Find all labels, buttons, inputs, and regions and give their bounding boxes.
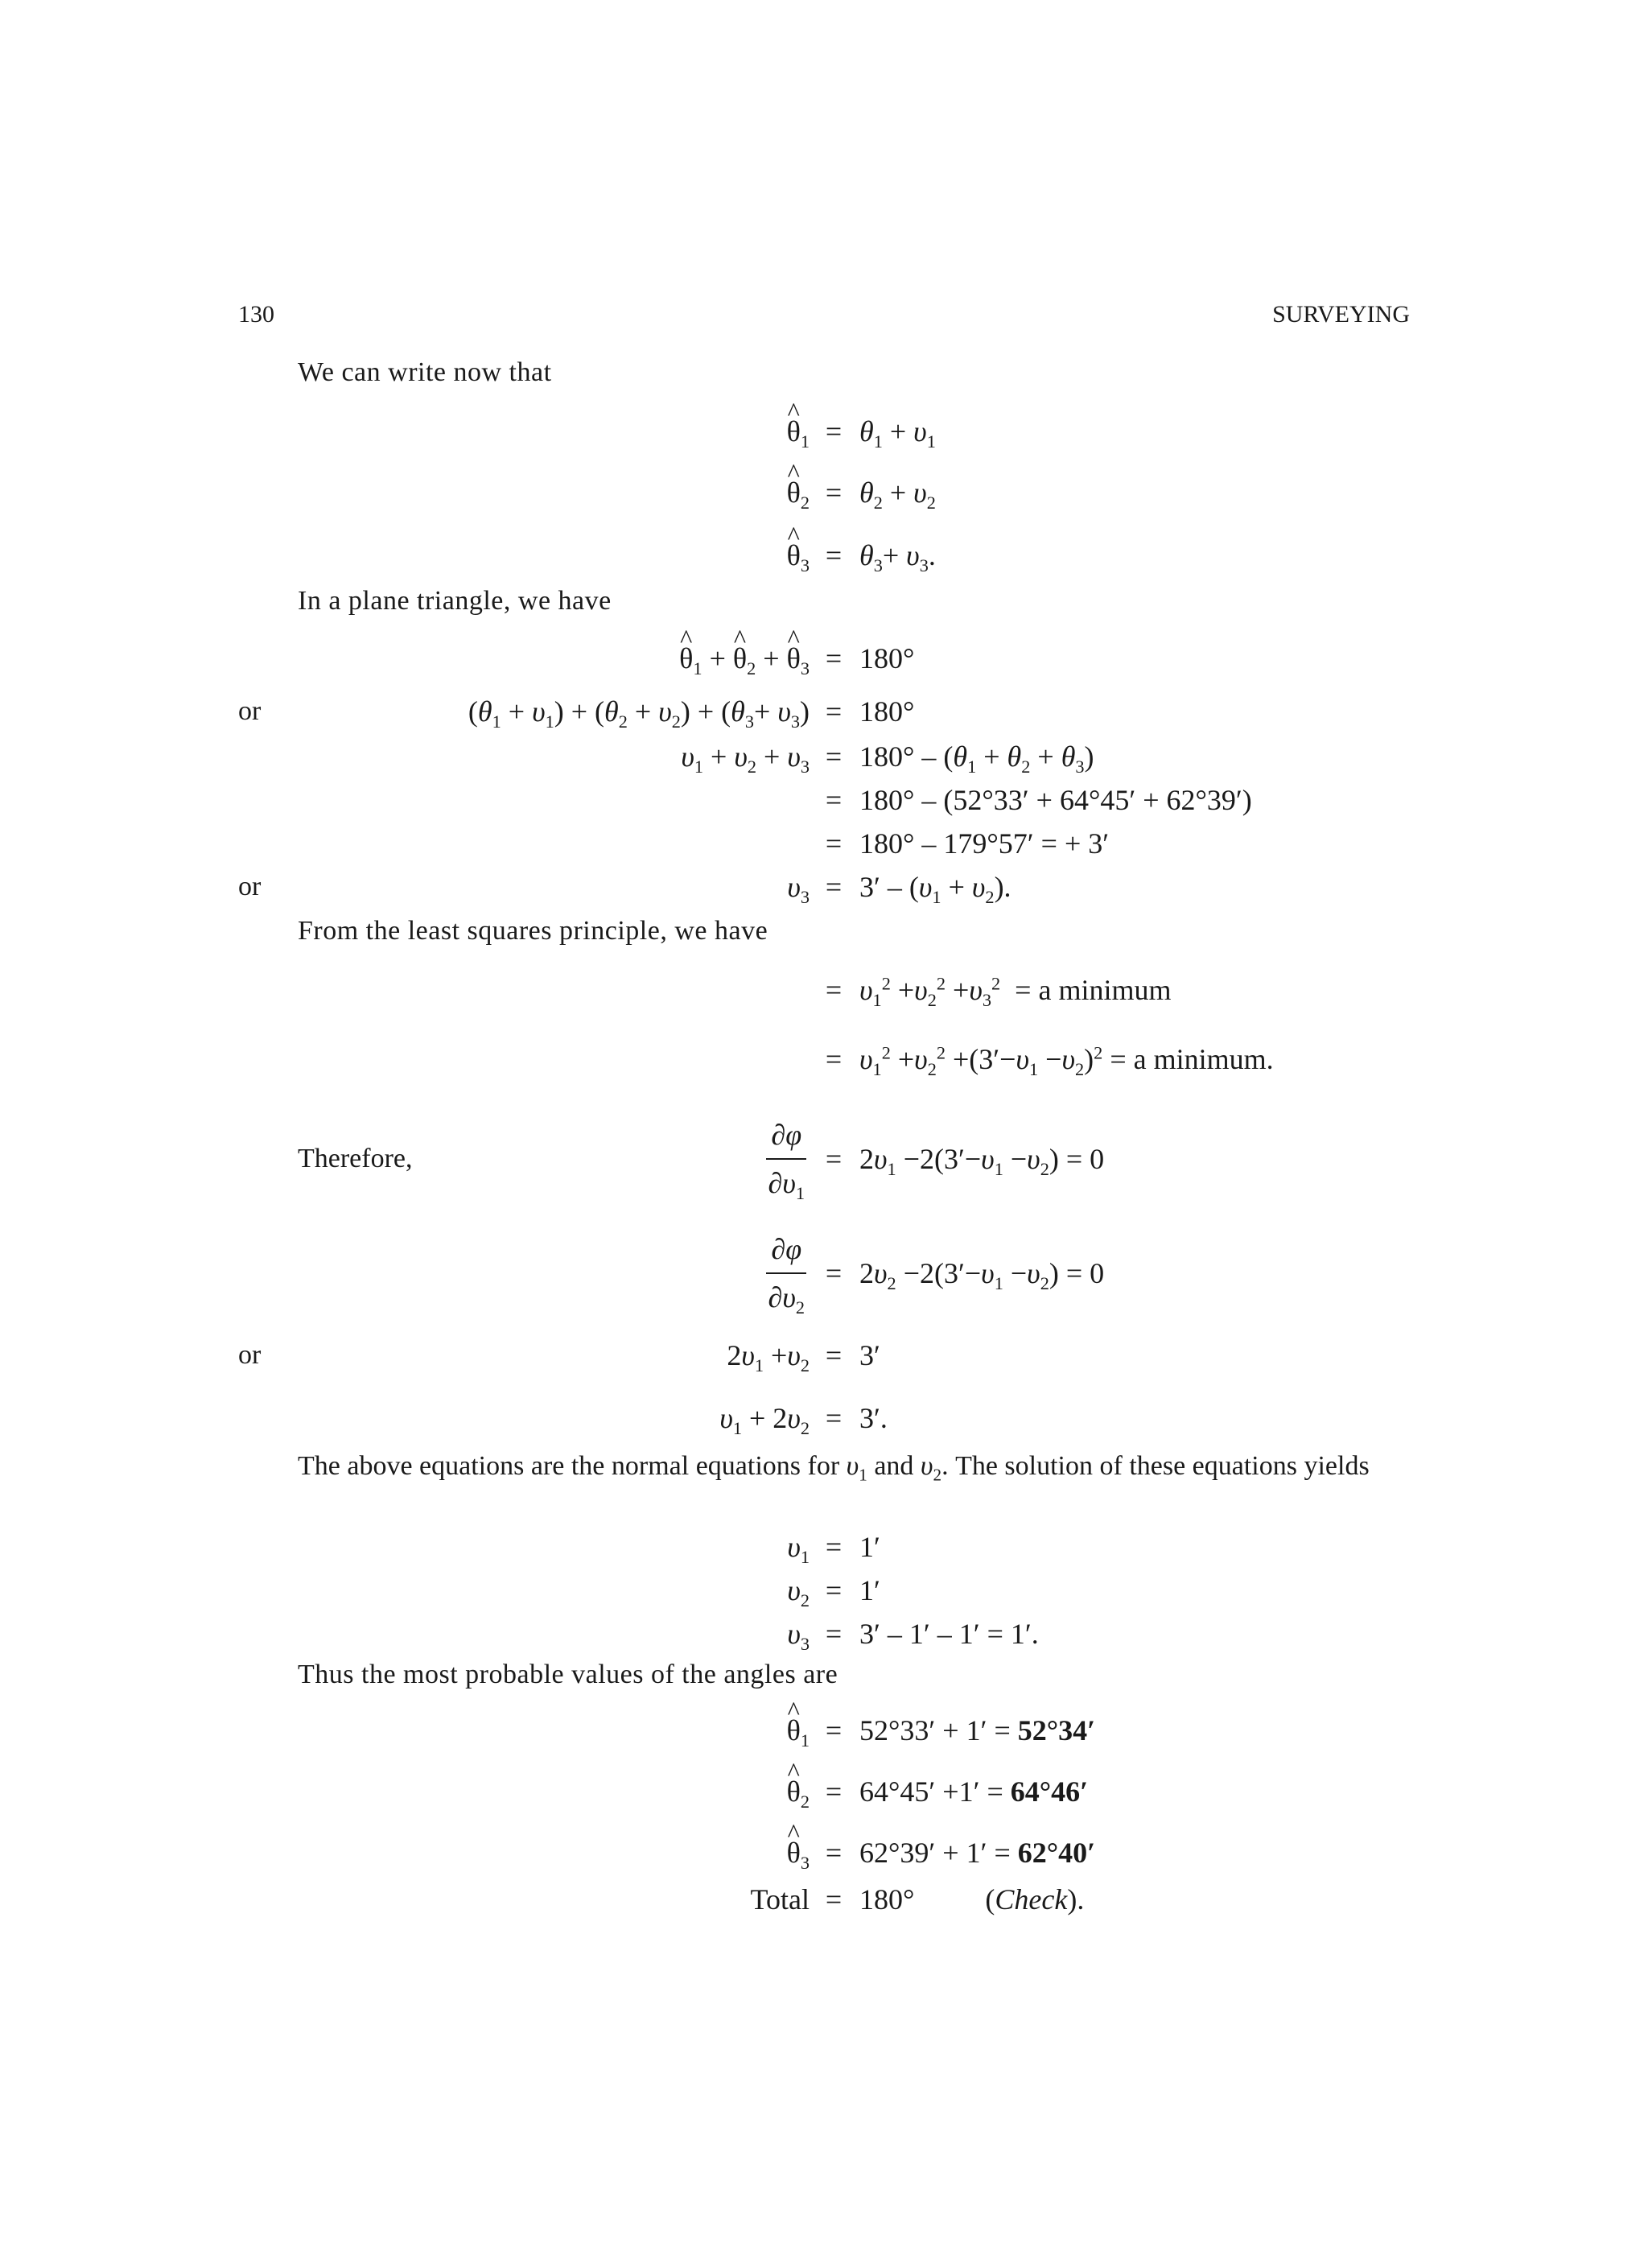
normal-equations-paragraph: The above equations are the normal equations for $\upsilon_1$ and $\upsilon_2$. The solution of these equations yields	[298, 1451, 1370, 1485]
or-label: or	[238, 872, 262, 901]
running-title: SURVEYING	[1272, 301, 1410, 328]
plane-triangle-text: In a plane triangle, we have	[298, 586, 612, 616]
or-label: or	[238, 696, 262, 726]
page-number: 130	[238, 301, 274, 328]
intro-text: We can write now that	[298, 357, 552, 387]
or-label: or	[238, 1340, 262, 1370]
least-squares-text: From the least squares principle, we have	[298, 916, 768, 946]
therefore-label: Therefore,	[298, 1144, 413, 1173]
probable-values-text: Thus the most probable values of the angles are	[298, 1660, 838, 1689]
